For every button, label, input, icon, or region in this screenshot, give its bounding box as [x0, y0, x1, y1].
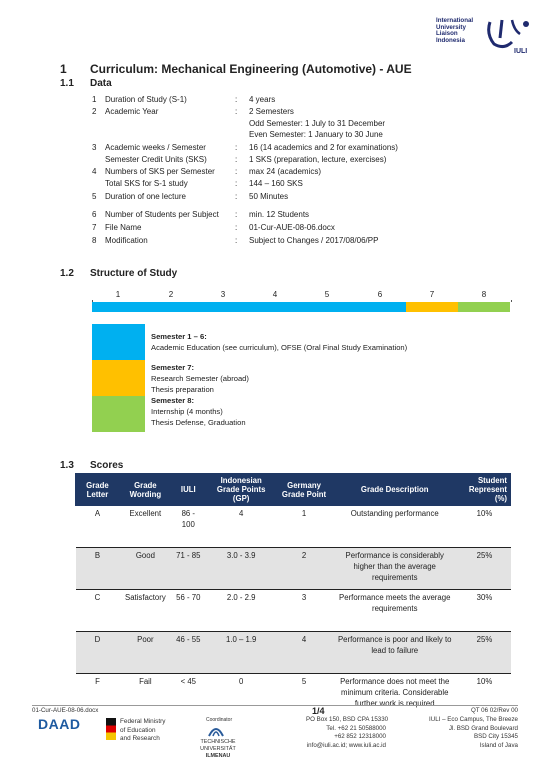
semester-number: 6: [377, 290, 383, 299]
table-cell: < 45: [171, 674, 205, 718]
table-cell: F: [76, 674, 120, 718]
table-cell: 2.0 - 2.9: [205, 590, 277, 632]
row-separator: :: [235, 236, 238, 245]
row-label: Total SKS for S-1 study: [105, 179, 188, 188]
row-value: 2 Semesters: [249, 107, 294, 116]
section-1-2-title: Structure of Study: [90, 268, 178, 279]
row-number: 2: [92, 107, 97, 116]
column-header: Grade Description: [331, 474, 458, 506]
semester-number: 3: [220, 290, 226, 299]
row-label: Academic Year: [105, 107, 159, 116]
table-cell: D: [76, 632, 120, 674]
table-cell: 2: [277, 548, 331, 590]
section-1-2-number: 1.2: [60, 268, 74, 279]
table-cell: Outstanding performance: [331, 506, 458, 548]
table-cell: 4: [205, 506, 277, 548]
row-number: 5: [92, 192, 97, 201]
table-cell: 5: [277, 674, 331, 718]
table-cell: 46 - 55: [171, 632, 205, 674]
row-number: 8: [92, 236, 97, 245]
table-cell: B: [76, 548, 120, 590]
table-cell: 25%: [458, 548, 510, 590]
header-logo: [436, 18, 536, 56]
table-cell: 0: [205, 674, 277, 718]
logo-line: Indonesia: [436, 36, 465, 44]
ministry-line: of Education: [120, 726, 156, 734]
row-number: 4: [92, 167, 97, 176]
table-cell: Performance does not meet the minimum criteria. Considerable further work is required: [331, 674, 458, 718]
section-1-number: 1: [60, 62, 67, 76]
tu-ilmenau-name: [183, 739, 253, 760]
table-cell: 56 - 70: [171, 590, 205, 632]
address-line: PO Box 150, BSD CPA 15330: [306, 716, 389, 723]
row-separator: :: [235, 107, 238, 116]
row-value: Odd Semester: 1 July to 31 December: [249, 119, 386, 128]
column-header: Grade Wording: [119, 474, 171, 506]
row-value: 01-Cur-AUE-08-06.docx: [249, 223, 335, 232]
row-separator: :: [235, 143, 238, 152]
legend-swatch-internship: [92, 396, 145, 432]
section-1-3-title: Scores: [90, 460, 124, 471]
table-cell: 1: [277, 506, 331, 548]
academic-segment: [92, 302, 406, 312]
table-cell: 10%: [458, 506, 510, 548]
legend-line: Internship (4 months): [151, 407, 223, 416]
row-value: 50 Minutes: [249, 192, 289, 201]
table-cell: 4: [277, 632, 331, 674]
table-cell: Performance meets the average requirements: [331, 590, 458, 632]
footer-rule: [32, 705, 518, 706]
table-cell: 10%: [458, 674, 510, 718]
semester-number: 8: [481, 290, 487, 299]
column-header: Germany Grade Point: [277, 474, 331, 506]
legend-swatch-research: [92, 360, 145, 396]
section-1-1-title: Data: [90, 78, 112, 89]
legend-heading: Semester 1 – 6:: [151, 332, 207, 341]
legend-academic: [151, 331, 407, 353]
semester-bar: [92, 302, 510, 312]
row-value: 1 SKS (preparation, lecture, exercises): [249, 155, 387, 164]
row-separator: :: [235, 155, 238, 164]
table-row: [76, 632, 511, 674]
table-cell: 1.0 – 1.9: [205, 632, 277, 674]
table-row: [76, 590, 511, 632]
legend-heading: Semester 8:: [151, 396, 195, 405]
address-line: IULI – Eco Campus, The Breeze: [429, 716, 518, 723]
row-value: 4 years: [249, 95, 276, 104]
row-value: Even Semester: 1 January to 30 June: [249, 130, 383, 139]
row-separator: :: [235, 167, 238, 176]
semester-number: 1: [115, 290, 121, 299]
row-label: Numbers of SKS per Semester: [105, 167, 215, 176]
table-cell: Satisfactory: [119, 590, 171, 632]
section-1-3-number: 1.3: [60, 460, 74, 471]
column-header: Grade Letter: [76, 474, 120, 506]
logo-line: Liaison: [436, 30, 458, 38]
section-1-1-number: 1.1: [60, 78, 74, 89]
row-label: Duration of Study (S-1): [105, 95, 187, 104]
row-label: Number of Students per Subject: [105, 210, 219, 219]
address-center: [306, 716, 389, 750]
column-header: Student Represent (%): [458, 474, 510, 506]
table-row: [76, 506, 511, 548]
logo-short: IULI: [514, 48, 528, 55]
legend-line: Academic Education (see curriculum), OFSE (Oral Final Study Examination): [151, 343, 408, 352]
row-number: 7: [92, 223, 97, 232]
table-cell: 3.0 - 3.9: [205, 548, 277, 590]
logo-wordmark: [436, 18, 473, 44]
table-cell: Performance is considerably higher than the average requirements: [331, 548, 458, 590]
row-label: Academic weeks / Semester: [105, 143, 206, 152]
address-line: BSD City 15345: [473, 733, 518, 740]
internship-segment: [458, 302, 510, 312]
row-label: Semester Credit Units (SKS): [105, 155, 207, 164]
address-line: info@iuli.ac.id; www.iuli.ac.id: [306, 741, 386, 749]
legend-heading: Semester 7:: [151, 363, 195, 372]
legend-swatch-academic: [92, 324, 145, 360]
tu-line: ILMENAU: [205, 753, 231, 759]
coordinator-label: Coordinator: [206, 717, 233, 723]
table-cell: A: [76, 506, 120, 548]
table-cell: Performance is poor and likely to lead to failure: [331, 632, 458, 674]
row-separator: :: [235, 210, 238, 219]
logo-line: International: [436, 17, 474, 24]
semester-number: 7: [429, 290, 435, 299]
row-value: max 24 (academics): [249, 167, 322, 176]
table-row: [76, 548, 511, 590]
tu-line: TECHNISCHE UNIVERSITÄT: [200, 739, 236, 752]
table-cell: Poor: [119, 632, 171, 674]
table-cell: 86 - 100: [171, 506, 205, 548]
table-cell: Fail: [119, 674, 171, 718]
table-row: [76, 674, 511, 718]
address-line: Tel. +62 21 50588000: [326, 724, 386, 732]
row-value: 144 – 160 SKS: [249, 179, 303, 188]
row-label: Duration of one lecture: [105, 192, 186, 201]
table-cell: 71 - 85: [171, 548, 205, 590]
legend-research: [151, 362, 249, 395]
table-cell: C: [76, 590, 120, 632]
table-cell: Good: [119, 548, 171, 590]
table-cell: Excellent: [119, 506, 171, 548]
address-right: [429, 716, 518, 750]
row-label: Modification: [105, 236, 148, 245]
legend-internship: [151, 395, 246, 428]
row-value: min. 12 Students: [249, 210, 310, 219]
row-value: 16 (14 academics and 2 for examinations): [249, 143, 398, 152]
semester-number: 5: [324, 290, 330, 299]
row-number: 3: [92, 143, 97, 152]
legend-line: Thesis preparation: [151, 385, 214, 394]
footer-page-number: 1/4: [312, 706, 325, 716]
footer-file-name: 01-Cur-AUE-08-06.docx: [32, 707, 99, 714]
semester-number: 2: [168, 290, 174, 299]
daad-logo: DAAD: [38, 716, 81, 732]
research-segment: [406, 302, 458, 312]
legend-line: Research Semester (abroad): [151, 374, 249, 383]
section-1-title: Curriculum: Mechanical Engineering (Automotive) - AUE: [90, 62, 412, 76]
ministry-block: [120, 718, 165, 744]
table-cell: 30%: [458, 590, 510, 632]
scores-table: [75, 473, 511, 718]
row-value: Subject to Changes / 2017/08/06/PP: [249, 236, 379, 245]
address-line: +62 852 12318000: [334, 733, 386, 740]
address-line: Jl. BSD Grand Boulevard: [448, 724, 518, 732]
row-separator: :: [235, 192, 238, 201]
row-number: 6: [92, 210, 97, 219]
table-cell: 25%: [458, 632, 510, 674]
table-header-row: [76, 474, 511, 506]
row-separator: :: [235, 223, 238, 232]
row-separator: :: [235, 179, 238, 188]
footer-doc-code: QT 06 02/Rev 00: [470, 707, 518, 714]
semester-number: 4: [272, 290, 278, 299]
column-header: Indonesian Grade Points (GP): [205, 474, 277, 506]
iuli-emblem-icon: [484, 18, 534, 50]
row-number: 1: [92, 95, 97, 104]
legend-line: Thesis Defense, Graduation: [151, 418, 246, 427]
row-label: File Name: [105, 223, 142, 232]
ministry-line: and Research: [120, 735, 160, 742]
table-cell: 3: [277, 590, 331, 632]
tu-ilmenau-emblem-icon: [207, 724, 225, 738]
ministry-line: Federal Ministry: [120, 718, 166, 725]
logo-line: University: [436, 23, 466, 31]
column-header: IULI: [171, 474, 205, 506]
address-line: Island of Java: [479, 741, 518, 749]
row-separator: :: [235, 95, 238, 104]
german-eagle-icon: [106, 718, 116, 740]
